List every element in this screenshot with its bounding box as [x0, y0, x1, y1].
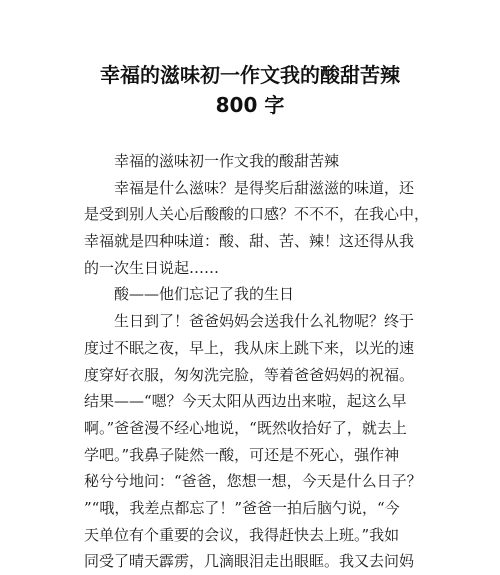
body-line: ”“哦，我差点都忘了！”爸爸一拍后脑勺说，“今 — [84, 498, 400, 517]
body-line: 是受到别人关心后酸酸的口感？不不不，在我心中， — [84, 205, 430, 224]
body-line: 的一次生日说起…… — [84, 258, 220, 277]
body-line: 天单位有个重要的会议，我得赶快去上班。”我如 — [84, 525, 400, 544]
body-line-subtitle: 幸福的滋味初一作文我的酸甜苦辣 — [114, 152, 340, 170]
body-line: 秘兮兮地问：“爸爸，您想一想，今天是什么日子？ — [84, 472, 422, 491]
body-line: 结果——“嗯？今天太阳从西边出来啦，起这么早 — [84, 392, 407, 411]
body-line: 生日到了！爸爸妈妈会送我什么礼物呢？终于 — [114, 312, 415, 331]
title-line-1: 幸福的滋味初一作文我的酸甜苦辣 — [100, 63, 400, 87]
body-line: 同受了晴天霹雳，几滴眼泪走出眼眶。我又去问妈 — [84, 552, 415, 571]
document-title — [0, 60, 500, 120]
body-line: 幸福就是四种味道：酸、甜、苦、辣！这还得从我 — [84, 232, 415, 251]
body-line: 学吧。”我鼻子陡然一酸，可还是不死心，强作神 — [84, 445, 400, 464]
body-line-section-heading: 酸——他们忘记了我的生日 — [114, 285, 295, 304]
body-line: 啊。”爸爸漫不经心地说，“既然收拾好了，就去上 — [84, 418, 407, 437]
title-line-2: 800 字 — [215, 93, 285, 117]
body-line: 度过不眠之夜，早上，我从床上跳下来，以光的速 — [84, 338, 415, 357]
body-line: 幸福是什么滋味？是得奖后甜滋滋的味道，还 — [114, 178, 415, 197]
body-line: 度穿好衣服，匆匆洗完脸，等着爸爸妈妈的祝福。 — [84, 365, 415, 384]
document-body — [84, 148, 430, 575]
